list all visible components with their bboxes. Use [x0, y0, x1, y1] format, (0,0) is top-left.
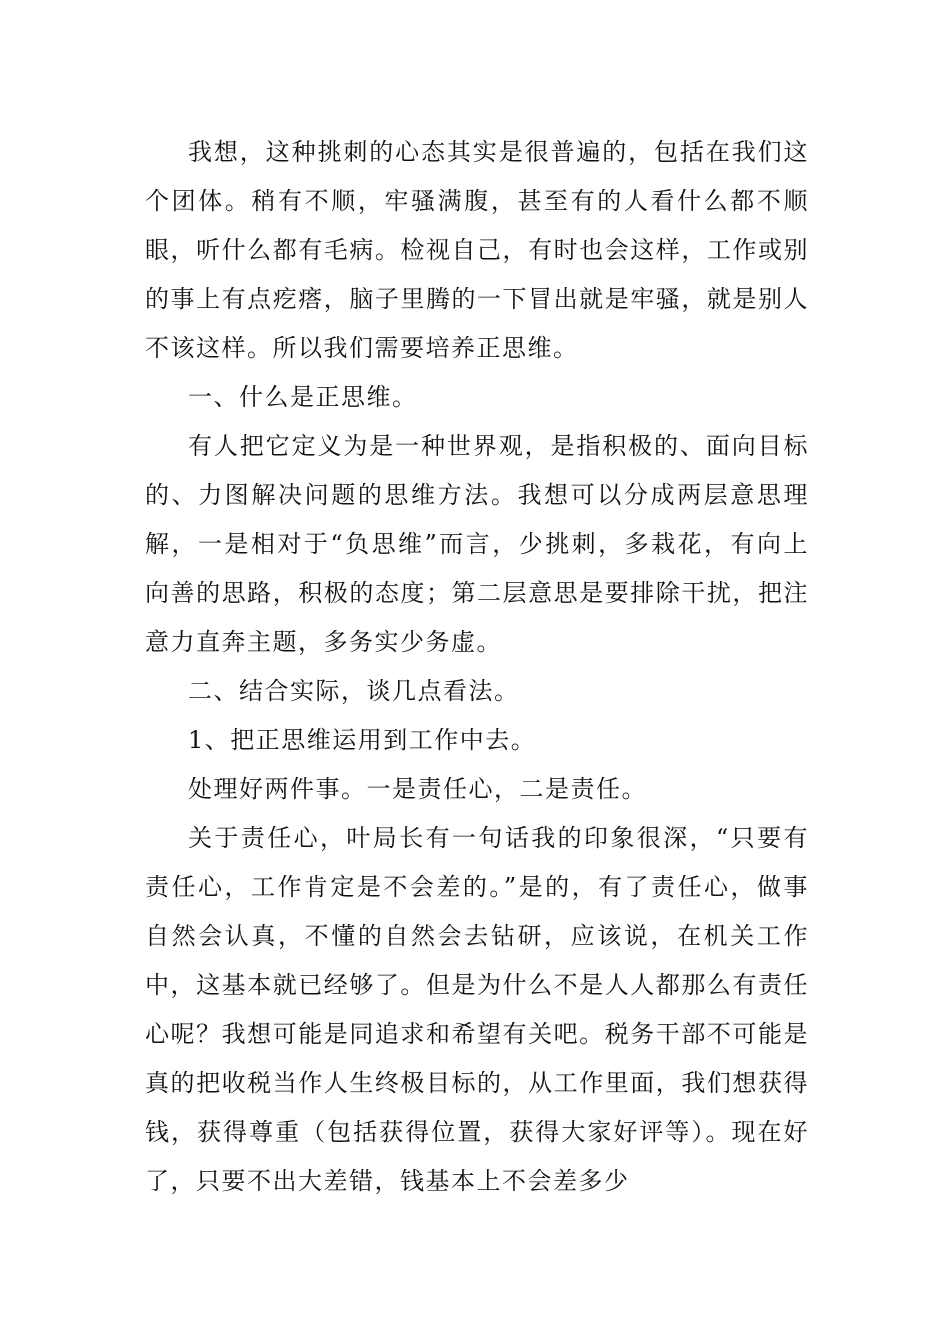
- paragraph-two-things: 处理好两件事。一是责任心，二是责任。: [188, 775, 647, 803]
- paragraph-responsibility: 关于责任心，叶局长有一句话我的印象很深，“只要有责任心，工作肯定是不会差的。”是的，有了责任心，做事自然会认真，不懂的自然会去钻研，应该说，在机关工作中，这基本就已经够了。但是为什么不是人人都那么有责任心呢？我想可能是同追求和希望有关吧。税务干部不可能是真的把收税当作人生终极目标的，从工作里面，我们想获得钱，获得尊重（包括获得位置，获得大家好评等）。现在好了，只要不出大差错，钱基本上不会差多少: [145, 824, 809, 1195]
- paragraph-intro: 我想，这种挑刺的心态其实是很普遍的，包括在我们这个团体。稍有不顺，牢骚满腹，甚至有的人看什么都不顺眼，听什么都有毛病。检视自己，有时也会这样，工作或别的事上有点疙瘩，脑子里腾的一下冒出就是牢骚，就是别人不该这样。所以我们需要培养正思维。: [145, 138, 809, 362]
- heading-section-1: 一、什么是正思维。: [188, 383, 418, 411]
- document-body: [145, 128, 809, 1206]
- heading-section-2: 二、结合实际，谈几点看法。: [188, 677, 520, 705]
- subheading-point-1: 1、把正思维运用到工作中去。: [188, 726, 537, 754]
- paragraph-definition: 有人把它定义为是一种世界观，是指积极的、面向目标的、力图解决问题的思维方法。我想可以分成两层意思理解，一是相对于“负思维”而言，少挑刺，多栽花，有向上向善的思路，积极的态度；第二层意思是要排除干扰，把注意力直奔主题，多务实少务虚。: [145, 432, 809, 656]
